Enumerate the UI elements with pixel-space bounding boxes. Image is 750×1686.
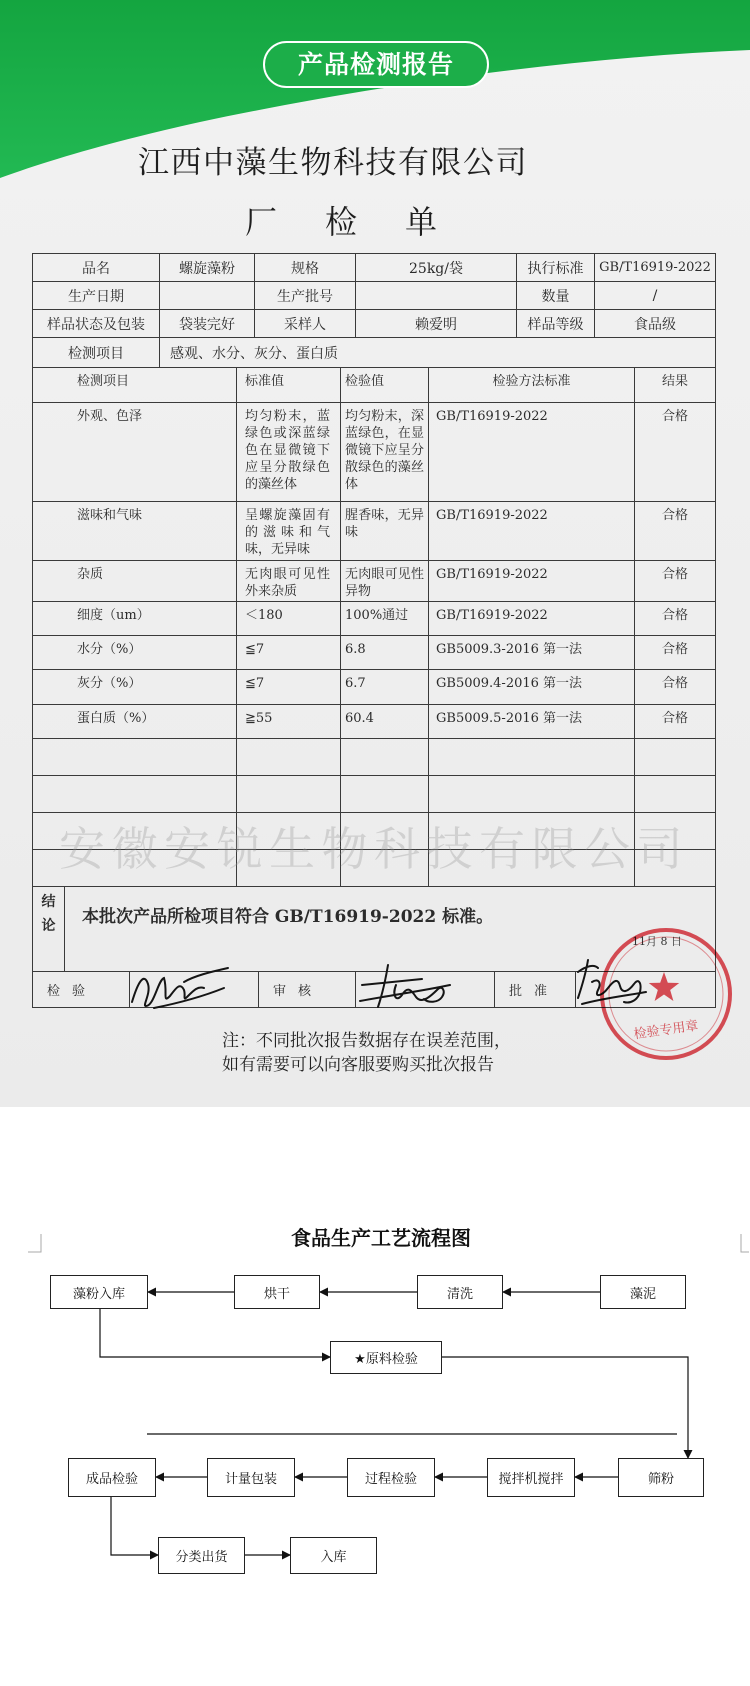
step-process-inspection: 过程检验: [347, 1458, 435, 1497]
table-row: [33, 403, 716, 502]
test-item: 滋味和气味: [33, 502, 237, 561]
inspector-signature: [124, 962, 236, 1016]
arrow-storage-to-raw-inspection: [100, 1309, 330, 1357]
step-sorting-shipping: 分类出货: [158, 1537, 245, 1574]
test-item: 蛋白质（%）: [33, 705, 237, 739]
test-items-value: 感观、水分、灰分、蛋白质: [160, 338, 716, 368]
test-measured: 均匀粉末，深蓝绿色，在显微镜下应呈分散绿色的藻丝体: [341, 403, 429, 502]
step-packaging: 计量包装: [207, 1458, 295, 1497]
table-row: [33, 705, 716, 739]
table-row: [33, 636, 716, 670]
test-items-label: 检测项目: [33, 338, 160, 368]
info-row: [33, 282, 716, 310]
test-standard: 均匀粉末，蓝绿色或深蓝绿色在显微镜下应呈分散绿色的藻丝体: [237, 403, 341, 502]
production-date-label: 生产日期: [33, 282, 160, 310]
sampler-value: 赖爱明: [356, 310, 517, 338]
standard-label: 执行标准: [517, 254, 595, 282]
stamp-text: 检验专用章: [632, 1018, 700, 1043]
test-item: 灰分（%）: [33, 670, 237, 705]
report-note: [222, 1029, 511, 1077]
empty-row: [33, 739, 716, 776]
conclusion-date: 11月 8 日: [632, 935, 682, 948]
quantity-label: 数量: [517, 282, 595, 310]
header-measured: 检验值: [341, 368, 429, 403]
table-row: [33, 502, 716, 561]
test-method: GB/T16919-2022: [429, 602, 635, 636]
inspect-label: 检验: [33, 972, 130, 1008]
test-method: GB5009.3-2016 第一法: [429, 636, 635, 670]
review-label: 审核: [259, 972, 356, 1008]
test-measured: 6.8: [341, 636, 429, 670]
arrow-final-to-sorting: [111, 1497, 158, 1555]
test-method: GB/T16919-2022: [429, 403, 635, 502]
product-info-table: [32, 253, 716, 368]
test-standard: ＜180: [237, 602, 341, 636]
test-standard: ≧55: [237, 705, 341, 739]
test-result: 合格: [635, 502, 716, 561]
grade-value: 食品级: [595, 310, 716, 338]
step-mix: 搅拌机搅拌: [487, 1458, 575, 1497]
test-result: 合格: [635, 403, 716, 502]
test-measured: 无肉眼可见性异物: [341, 561, 429, 602]
page-title-pill: 产品检测报告: [263, 41, 489, 88]
header-method: 检验方法标准: [429, 368, 635, 403]
info-row: [33, 310, 716, 338]
note-line-1: 注：不同批次报告数据存在误差范围，: [222, 1031, 511, 1051]
product-name-label: 品名: [33, 254, 160, 282]
company-name: 江西中藻生物科技有限公司: [138, 145, 528, 181]
spec-value: 25kg/袋: [356, 254, 517, 282]
test-result: 合格: [635, 705, 716, 739]
test-results-table: [32, 367, 716, 887]
test-item: 杂质: [33, 561, 237, 602]
test-standard: ≦7: [237, 670, 341, 705]
sampler-label: 采样人: [255, 310, 356, 338]
batch-label: 生产批号: [255, 282, 356, 310]
test-result: 合格: [635, 602, 716, 636]
step-raw-inspection: ★原料检验: [330, 1341, 442, 1374]
test-measured: 100%通过: [341, 602, 429, 636]
standard-value: GB/T16919-2022: [595, 254, 716, 282]
test-result: 合格: [635, 561, 716, 602]
star-icon: [649, 972, 679, 1001]
test-header-row: [33, 368, 716, 403]
step-final-inspection: 成品检验: [68, 1458, 156, 1497]
empty-row: [33, 776, 716, 813]
product-name-value: 螺旋藻粉: [160, 254, 255, 282]
test-item: 细度（um）: [33, 602, 237, 636]
page-corner-mark-right: [741, 1234, 749, 1252]
test-method: GB5009.5-2016 第一法: [429, 705, 635, 739]
test-method: GB/T16919-2022: [429, 561, 635, 602]
test-measured: 6.7: [341, 670, 429, 705]
test-standard: ≦7: [237, 636, 341, 670]
info-row: [33, 254, 716, 282]
header-standard: 标准值: [237, 368, 341, 403]
flowchart-title: 食品生产工艺流程图: [291, 1226, 471, 1250]
production-date-value: [160, 282, 255, 310]
spec-label: 规格: [255, 254, 356, 282]
table-row: [33, 561, 716, 602]
test-result: 合格: [635, 670, 716, 705]
quantity-value: /: [595, 282, 716, 310]
approve-label: 批准: [495, 972, 576, 1008]
reviewer-signature: [352, 955, 456, 1013]
step-powder-storage: 藻粉入库: [50, 1275, 148, 1309]
header-result: 结果: [635, 368, 716, 403]
test-method: GB/T16919-2022: [429, 502, 635, 561]
batch-value: [356, 282, 517, 310]
arrow-raw-inspection-to-sieve: [442, 1357, 688, 1458]
conclusion-label-cell: [33, 887, 65, 972]
conclusion-text: 本批次产品所检项目符合 GB/T16919-2022 标准。: [65, 887, 716, 972]
test-standard: 无肉眼可见性外来杂质: [237, 561, 341, 602]
test-standard: 呈螺旋藻固有的滋味和气味，无异味: [237, 502, 341, 561]
test-measured: 腥香味，无异味: [341, 502, 429, 561]
page-corner-mark-left: [28, 1234, 41, 1252]
test-result: 合格: [635, 636, 716, 670]
inspection-report-table: [32, 253, 715, 1008]
grade-label: 样品等级: [517, 310, 595, 338]
watermark-text: 安徽安锐生物科技有限公司: [59, 822, 689, 876]
table-row: [33, 670, 716, 705]
inspection-stamp: [598, 926, 734, 1062]
document-title: 厂检单: [245, 203, 486, 241]
note-line-2: 如有需要可以向客服要购买批次报告: [222, 1055, 494, 1075]
conclusion-label: 结论: [41, 894, 56, 934]
table-row: [33, 602, 716, 636]
sample-state-label: 样品状态及包装: [33, 310, 160, 338]
test-item: 外观、色泽: [33, 403, 237, 502]
test-measured: 60.4: [341, 705, 429, 739]
step-wash: 清洗: [417, 1275, 503, 1309]
info-row: [33, 338, 716, 368]
header-item: 检测项目: [33, 368, 237, 403]
step-algae-mud: 藻泥: [600, 1275, 686, 1309]
step-storage: 入库: [290, 1537, 377, 1574]
step-dry: 烘干: [234, 1275, 320, 1309]
sample-state-value: 袋装完好: [160, 310, 255, 338]
test-method: GB5009.4-2016 第一法: [429, 670, 635, 705]
test-item: 水分（%）: [33, 636, 237, 670]
step-sieve: 筛粉: [618, 1458, 704, 1497]
